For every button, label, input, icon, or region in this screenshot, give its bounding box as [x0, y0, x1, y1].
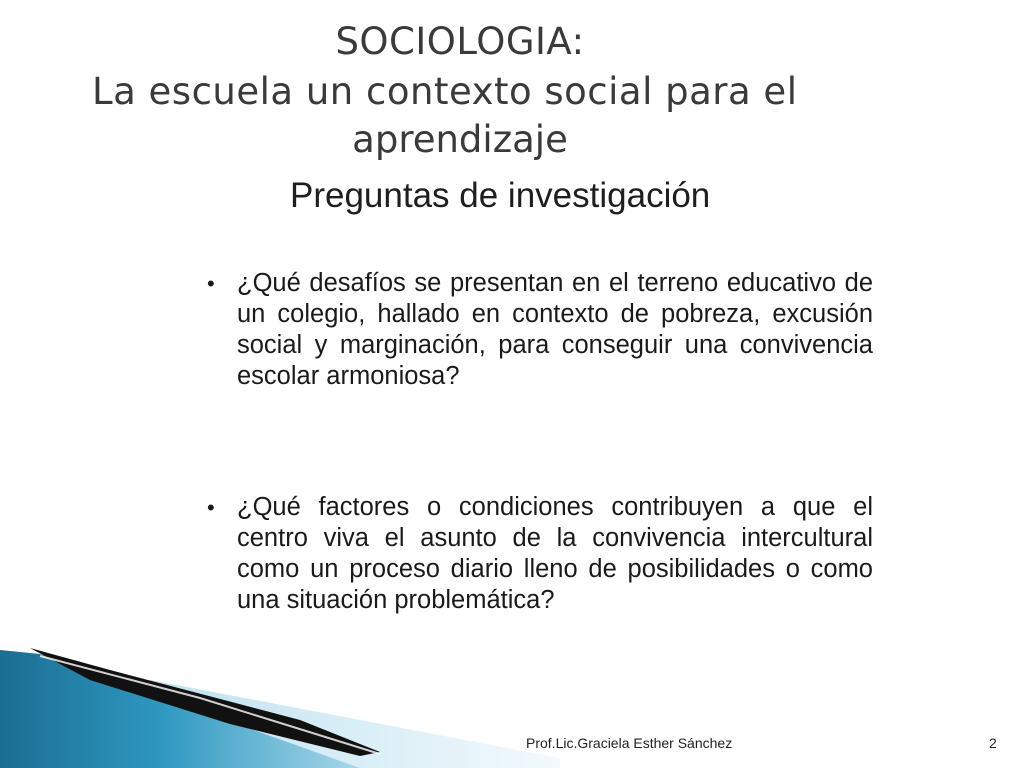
bullet-icon: •	[207, 271, 215, 296]
decorative-wave-graphic	[0, 640, 1024, 768]
decor-blue-wedge	[0, 650, 360, 768]
bullet-icon: •	[207, 495, 215, 520]
bullet-item	[205, 492, 873, 616]
footer-author: Prof.Lic.Graciela Esther Sánchez	[526, 735, 733, 751]
title-line-2: La escuela un contexto social para el	[92, 70, 798, 113]
bullet-list	[205, 268, 873, 616]
slide-subtitle: Preguntas de investigación	[290, 176, 711, 215]
title-line-3-clipped: aprendizaje	[352, 118, 568, 161]
bullet-text: ¿Qué factores o condiciones contribuyen a que el centro viva el asunto de la convivencia intercultural como un proceso diario lleno de posibilidades o como una situación problemática?	[237, 493, 873, 614]
bullet-text: ¿Qué desafíos se presentan en el terreno educativo de un colegio, hallado en contexto de pobreza, excusión social y marginación, para conseguir una convivencia escolar armoniosa?	[237, 269, 873, 390]
bullet-item	[205, 268, 873, 392]
slide-number: 2	[989, 735, 997, 751]
slide-title	[0, 18, 1024, 161]
title-line-1: SOCIOLOGIA:	[335, 20, 585, 63]
